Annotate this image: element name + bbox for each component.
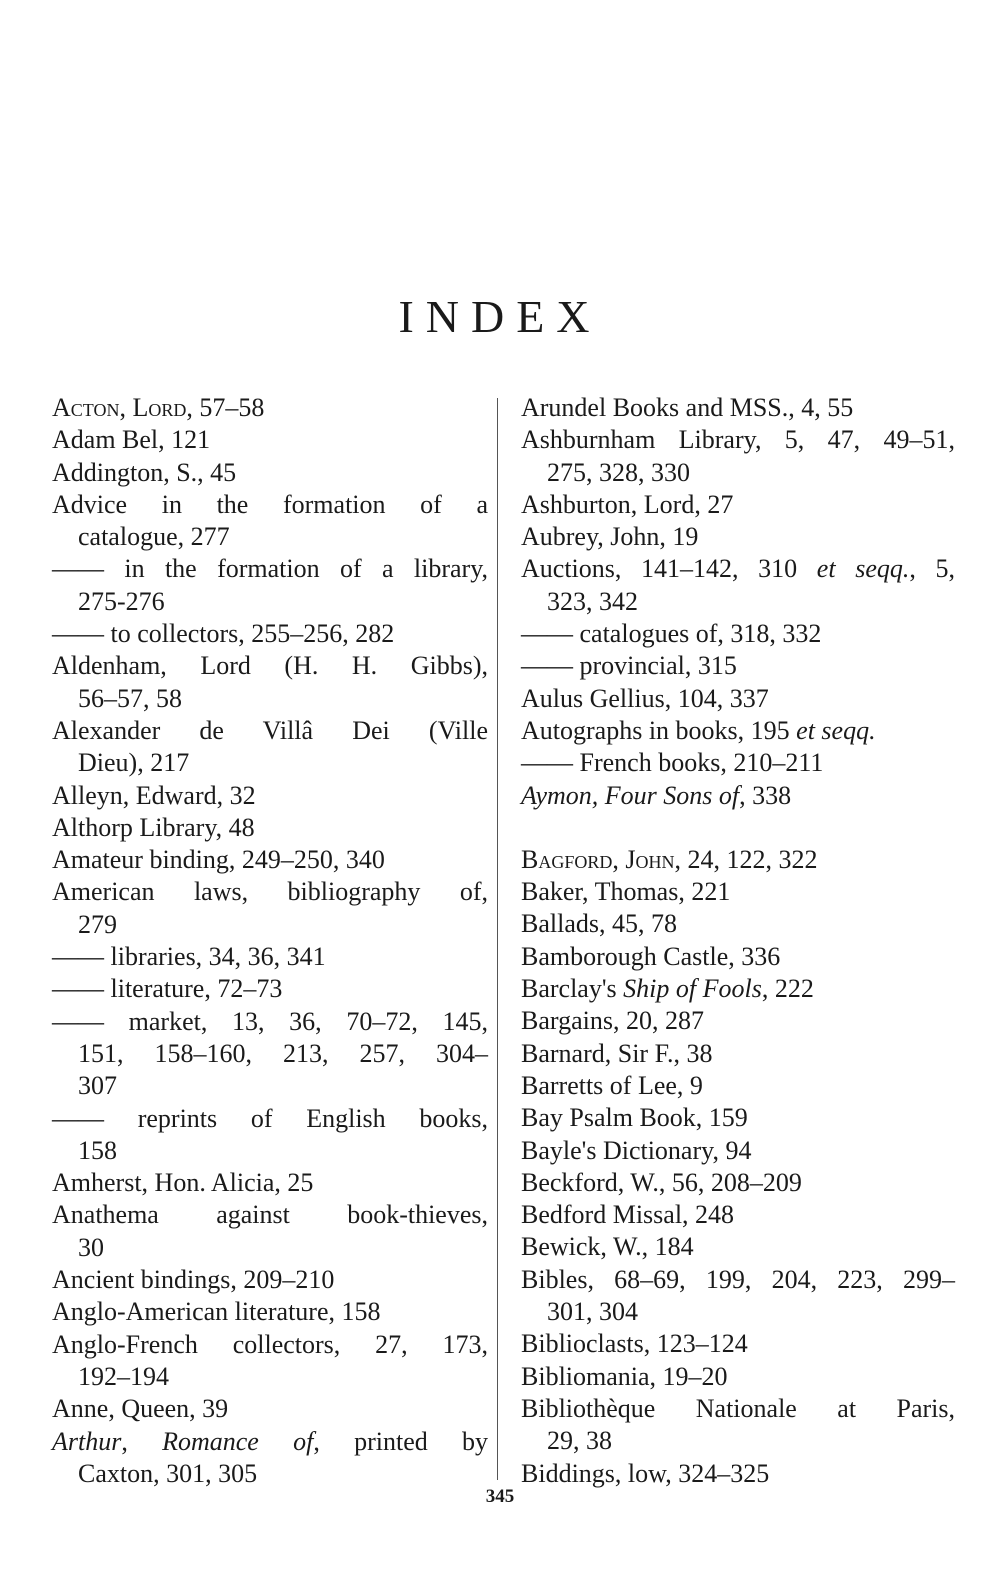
index-entry-text: 279 — [78, 909, 117, 939]
index-entry-text: Bibliothèque Nationale at Paris, — [521, 1393, 955, 1423]
index-entry-text: Ashburnham Library, 5, 47, 49–51, — [521, 425, 955, 455]
column-divider — [497, 398, 498, 1480]
index-entry-text: Anathema against book-thieves, — [52, 1200, 488, 1230]
index-entry — [521, 1328, 955, 1360]
index-entry-text: 29, 38 — [547, 1426, 612, 1456]
index-entry-text: Aubrey, John, 19 — [521, 522, 699, 552]
index-entry-text: Arundel Books and MSS., 4, 55 — [521, 393, 854, 422]
index-entry-text: Amherst, Hon. Alicia, 25 — [52, 1168, 314, 1198]
index-entry-text: Autographs in books, 195 — [521, 715, 797, 745]
index-entry-text: —— French books, 210–211 — [521, 748, 824, 778]
index-entry-text: Auctions, 141–142, 310 — [521, 554, 817, 584]
index-entry-text: , 222 — [761, 974, 814, 1004]
index-entry-continuation — [521, 586, 955, 618]
index-entry — [52, 553, 488, 585]
index-entry — [52, 1006, 488, 1038]
index-entry — [521, 1038, 955, 1070]
index-entry — [521, 650, 955, 682]
index-entry-text: —— catalogues of, 318, 332 — [521, 619, 822, 649]
index-entry — [52, 1103, 488, 1135]
index-entry-continuation — [52, 683, 488, 715]
index-entry-text: Ancient bindings, 209–210 — [52, 1265, 335, 1295]
index-entry — [521, 1264, 955, 1296]
index-entry-text: Alexander de Villâ Dei (Ville — [52, 715, 488, 745]
index-entry-continuation — [521, 1425, 955, 1457]
index-entry-continuation — [52, 1038, 488, 1070]
index-entry — [521, 553, 955, 585]
index-entry-text: —— literature, 72–73 — [52, 974, 283, 1004]
index-entry — [521, 908, 955, 940]
index-entry — [52, 618, 488, 650]
index-entry-text: Anglo-American literature, 158 — [52, 1297, 381, 1327]
index-entry-text: American laws, bibliography of, — [52, 877, 488, 907]
index-entry-text: Romance of — [162, 1426, 314, 1456]
index-entry-text: Baker, Thomas, 221 — [521, 877, 731, 907]
index-column-right — [521, 392, 955, 1490]
index-entry-text: Beckford, W., 56, 208–209 — [521, 1167, 802, 1197]
index-entry-text: Bibliomania, 19–20 — [521, 1361, 728, 1391]
index-entry — [521, 1102, 955, 1134]
index-entry-text: Bargains, 20, 287 — [521, 1006, 704, 1036]
index-entry-text: —— libraries, 34, 36, 341 — [52, 942, 326, 972]
index-entry-text: Dieu), 217 — [78, 748, 190, 778]
index-entry — [52, 715, 488, 747]
index-entry-text: Bay Psalm Book, 159 — [521, 1103, 748, 1133]
index-entry-text: Acton, Lord — [52, 393, 187, 422]
index-column-left — [52, 392, 488, 1490]
index-entry-text: 275-276 — [78, 586, 165, 616]
index-entry-text: Aulus Gellius, 104, 337 — [521, 683, 769, 713]
index-entry-text: , — [121, 1426, 163, 1456]
index-entry — [521, 715, 955, 747]
index-entry — [521, 780, 955, 812]
index-entry-text: 56–57, 58 — [78, 683, 182, 713]
index-entry-text: Bamborough Castle, 336 — [521, 941, 781, 971]
index-entry — [52, 1167, 488, 1199]
index-entry-continuation — [52, 1135, 488, 1167]
index-entry — [521, 1361, 955, 1393]
index-entry-text: 192–194 — [78, 1361, 169, 1391]
index-entry-text: Ballads, 45, 78 — [521, 909, 677, 939]
index-entry — [52, 392, 488, 424]
index-entry — [52, 424, 488, 456]
index-entry — [521, 683, 955, 715]
index-entry-text: , printed by — [313, 1426, 489, 1456]
index-entry-text: et seqq. — [796, 715, 876, 745]
index-entry-text: —— reprints of English books, — [52, 1103, 488, 1133]
index-entry — [521, 1005, 955, 1037]
index-entry-text: Ashburton, Lord, 27 — [521, 489, 734, 519]
index-entry — [52, 1264, 488, 1296]
index-entry — [521, 1458, 955, 1490]
index-entry-text: Barretts of Lee, 9 — [521, 1070, 703, 1100]
index-entry — [52, 1296, 488, 1328]
index-entry — [52, 1426, 488, 1458]
index-entry-text: 30 — [78, 1232, 104, 1262]
index-entry — [521, 618, 955, 650]
index-entry-text: 151, 158–160, 213, 257, 304– — [78, 1038, 488, 1068]
index-entry — [521, 973, 955, 1005]
index-entry-text: 301, 304 — [547, 1297, 638, 1327]
index-entry-text: Adam Bel, 121 — [52, 425, 211, 455]
index-entry-text: Bayle's Dictionary, 94 — [521, 1135, 752, 1165]
index-entry — [52, 876, 488, 908]
index-entry-text: Anglo-French collectors, 27, 173, — [52, 1329, 488, 1359]
index-entry-continuation — [52, 1070, 488, 1102]
index-entry — [52, 1199, 488, 1231]
index-entry — [52, 941, 488, 973]
index-entry-text: , 57–58 — [186, 393, 265, 422]
index-entry-text: et seqq. — [816, 554, 910, 584]
index-entry-text: 307 — [78, 1071, 117, 1101]
index-entry-text: Caxton, 301, 305 — [78, 1458, 258, 1488]
index-entry-text: 158 — [78, 1135, 117, 1165]
index-entry-text: —— in the formation of a library, — [52, 554, 488, 584]
index-entry — [52, 973, 488, 1005]
index-entry-continuation — [52, 747, 488, 779]
index-entry — [52, 489, 488, 521]
index-entry-continuation — [52, 1232, 488, 1264]
index-entry-text: Althorp Library, 48 — [52, 812, 255, 842]
index-entry — [521, 1231, 955, 1263]
index-entry — [521, 941, 955, 973]
index-entry-text: —— to collectors, 255–256, 282 — [52, 619, 395, 649]
page-title: INDEX — [398, 291, 602, 342]
index-entry — [521, 747, 955, 779]
index-entry-continuation — [52, 1361, 488, 1393]
index-entry-text: —— market, 13, 36, 70–72, 145, — [52, 1006, 488, 1036]
index-entry-text: Barclay's — [521, 974, 624, 1004]
index-entry-text: , 338 — [739, 780, 792, 810]
index-entry-text: Amateur binding, 249–250, 340 — [52, 845, 385, 875]
index-entry-text: Biblioclasts, 123–124 — [521, 1329, 748, 1359]
index-entry — [521, 392, 955, 424]
index-entry — [521, 521, 955, 553]
index-entry-text: Alleyn, Edward, 32 — [52, 780, 256, 810]
index-entry-text: , 5, — [909, 554, 955, 584]
index-entry-text: 323, 342 — [547, 586, 638, 616]
index-entry-text: 275, 328, 330 — [547, 457, 690, 487]
index-entry — [52, 1393, 488, 1425]
index-entry — [52, 812, 488, 844]
index-entry — [52, 650, 488, 682]
index-entry-text: Anne, Queen, 39 — [52, 1394, 229, 1424]
index-entry-text: —— provincial, 315 — [521, 651, 737, 681]
index-entry-text: Bewick, W., 184 — [521, 1232, 694, 1262]
index-entry — [521, 876, 955, 908]
index-entry-continuation — [52, 586, 488, 618]
index-entry — [52, 1329, 488, 1361]
index-entry — [521, 844, 955, 876]
index-entry-text: Aymon, Four Sons of — [521, 780, 740, 810]
index-entry-text: Bagford, John — [521, 844, 675, 874]
index-entry-continuation — [52, 909, 488, 941]
index-entry-text: , 24, 122, 322 — [674, 844, 818, 874]
index-entry-text: Advice in the formation of a — [52, 489, 488, 519]
index-entry — [521, 489, 955, 521]
index-entry-text: Bibles, 68–69, 199, 204, 223, 299– — [521, 1264, 955, 1294]
index-entry — [52, 780, 488, 812]
index-entry-text: Bedford Missal, 248 — [521, 1200, 735, 1230]
index-entry — [521, 424, 955, 456]
index-entry — [521, 1070, 955, 1102]
page-number: 345 — [485, 1486, 515, 1507]
index-entry — [52, 844, 488, 876]
index-entry — [521, 1393, 955, 1425]
index-entry-text: Aldenham, Lord (H. H. Gibbs), — [52, 651, 488, 681]
index-entry-text: Addington, S., 45 — [52, 457, 237, 487]
index-entry-text: Arthur — [52, 1426, 122, 1456]
index-entry-continuation — [521, 1296, 955, 1328]
index-entry-text: catalogue, 277 — [78, 522, 230, 552]
index-entry — [521, 1167, 955, 1199]
index-entry-text: Ship of Fools — [623, 974, 762, 1004]
index-entry-continuation — [521, 457, 955, 489]
index-entry — [521, 1135, 955, 1167]
index-entry — [521, 1199, 955, 1231]
index-entry-continuation — [52, 521, 488, 553]
index-entry-text: Barnard, Sir F., 38 — [521, 1038, 713, 1068]
index-entry — [52, 457, 488, 489]
index-entry-text: Biddings, low, 324–325 — [521, 1458, 770, 1488]
